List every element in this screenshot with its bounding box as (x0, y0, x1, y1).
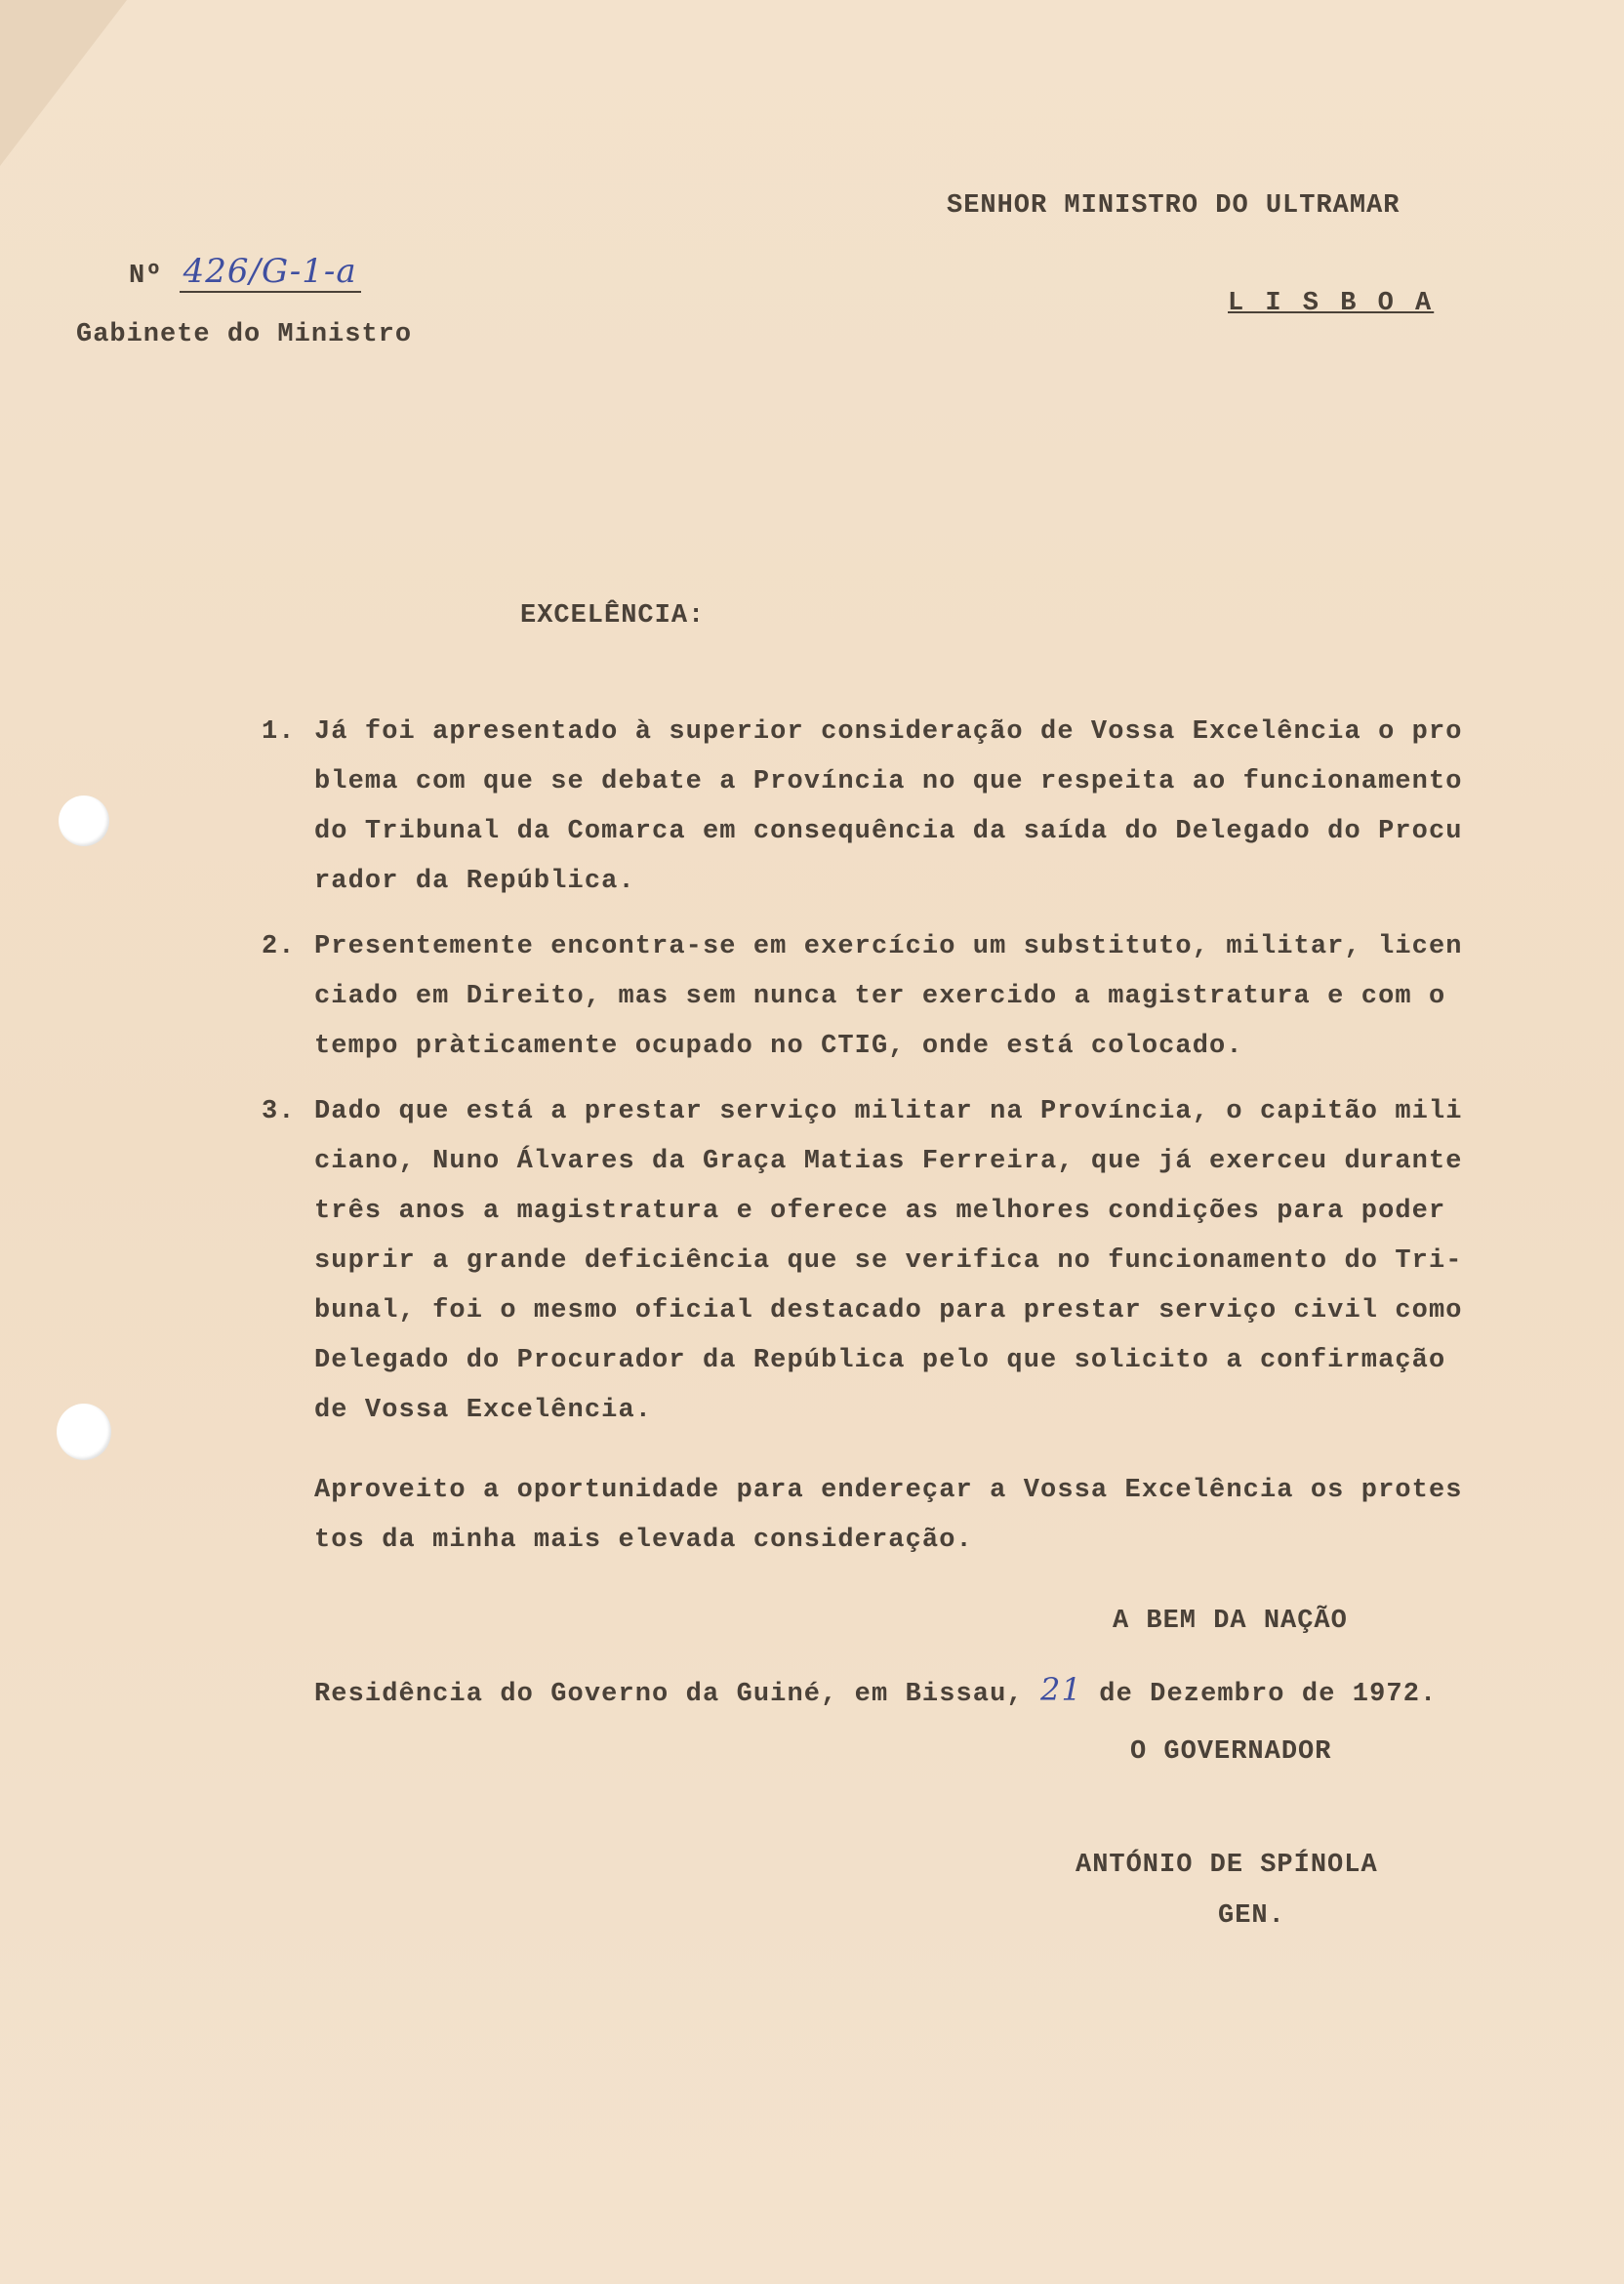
city: L I S B O A (1228, 289, 1435, 318)
closing-line: Aproveito a oportunidade para endereçar a Vossa Excelência os protes (314, 1476, 1463, 1505)
reference-number (129, 252, 361, 293)
paragraph-line: Já foi apresentado à superior consideração de Vossa Excelência o pro (314, 717, 1463, 747)
paragraph-number: 3. (262, 1097, 296, 1126)
signatory-name: ANTÓNIO DE SPÍNOLA (1076, 1851, 1378, 1880)
handwritten-day: 21 (1040, 1671, 1082, 1708)
paragraph-line: do Tribunal da Comarca em consequência da saída do Delegado do Procu (314, 817, 1463, 846)
office-name: Gabinete do Ministro (76, 320, 413, 349)
paragraph-line: Delegado do Procurador da República pelo que solicito a confirmação (314, 1346, 1446, 1375)
salutation: EXCELÊNCIA: (520, 601, 706, 631)
paragraph-number: 1. (262, 717, 296, 747)
folded-corner (0, 0, 127, 166)
paragraph-line: de Vossa Excelência. (314, 1396, 653, 1425)
paragraph-line: ciado em Direito, mas sem nunca ter exercido a magistratura e com o (314, 982, 1446, 1011)
place-date-before: Residência do Governo da Guiné, em Bissau, (314, 1680, 1024, 1709)
paragraph-line: três anos a magistratura e oferece as melhores condições para poder (314, 1197, 1446, 1226)
paragraph-line: tempo pràticamente ocupado no CTIG, onde está colocado. (314, 1032, 1243, 1061)
place-date (314, 1671, 1437, 1709)
paragraph-line: blema com que se debate a Província no que respeita ao funcionamento (314, 767, 1463, 796)
paragraph-line: Dado que está a prestar serviço militar na Província, o capitão mili (314, 1097, 1463, 1126)
addressee: SENHOR MINISTRO DO ULTRAMAR (947, 191, 1401, 221)
signature-title: O GOVERNADOR (1130, 1737, 1332, 1767)
closing-line: tos da minha mais elevada consideração. (314, 1526, 973, 1555)
paragraph-line: Presentemente encontra-se em exercício um substituto, militar, licen (314, 932, 1463, 961)
handwritten-number: 426/G-1-a (180, 252, 361, 293)
number-prefix: Nº (129, 262, 163, 291)
punch-hole-top (59, 795, 109, 846)
punch-hole-bottom (57, 1404, 111, 1460)
signatory-rank: GEN. (1218, 1901, 1285, 1931)
place-date-after: de Dezembro de 1972. (1099, 1680, 1438, 1709)
paragraph-line: ciano, Nuno Álvares da Graça Matias Ferreira, que já exerceu durante (314, 1147, 1463, 1176)
paragraph-line: suprir a grande deficiência que se verifica no funcionamento do Tri- (314, 1246, 1463, 1276)
paragraph-line: bunal, foi o mesmo oficial destacado para prestar serviço civil como (314, 1296, 1463, 1326)
motto: A BEM DA NAÇÃO (1113, 1607, 1348, 1636)
paragraph-number: 2. (262, 932, 296, 961)
paragraph-line: rador da República. (314, 867, 635, 896)
